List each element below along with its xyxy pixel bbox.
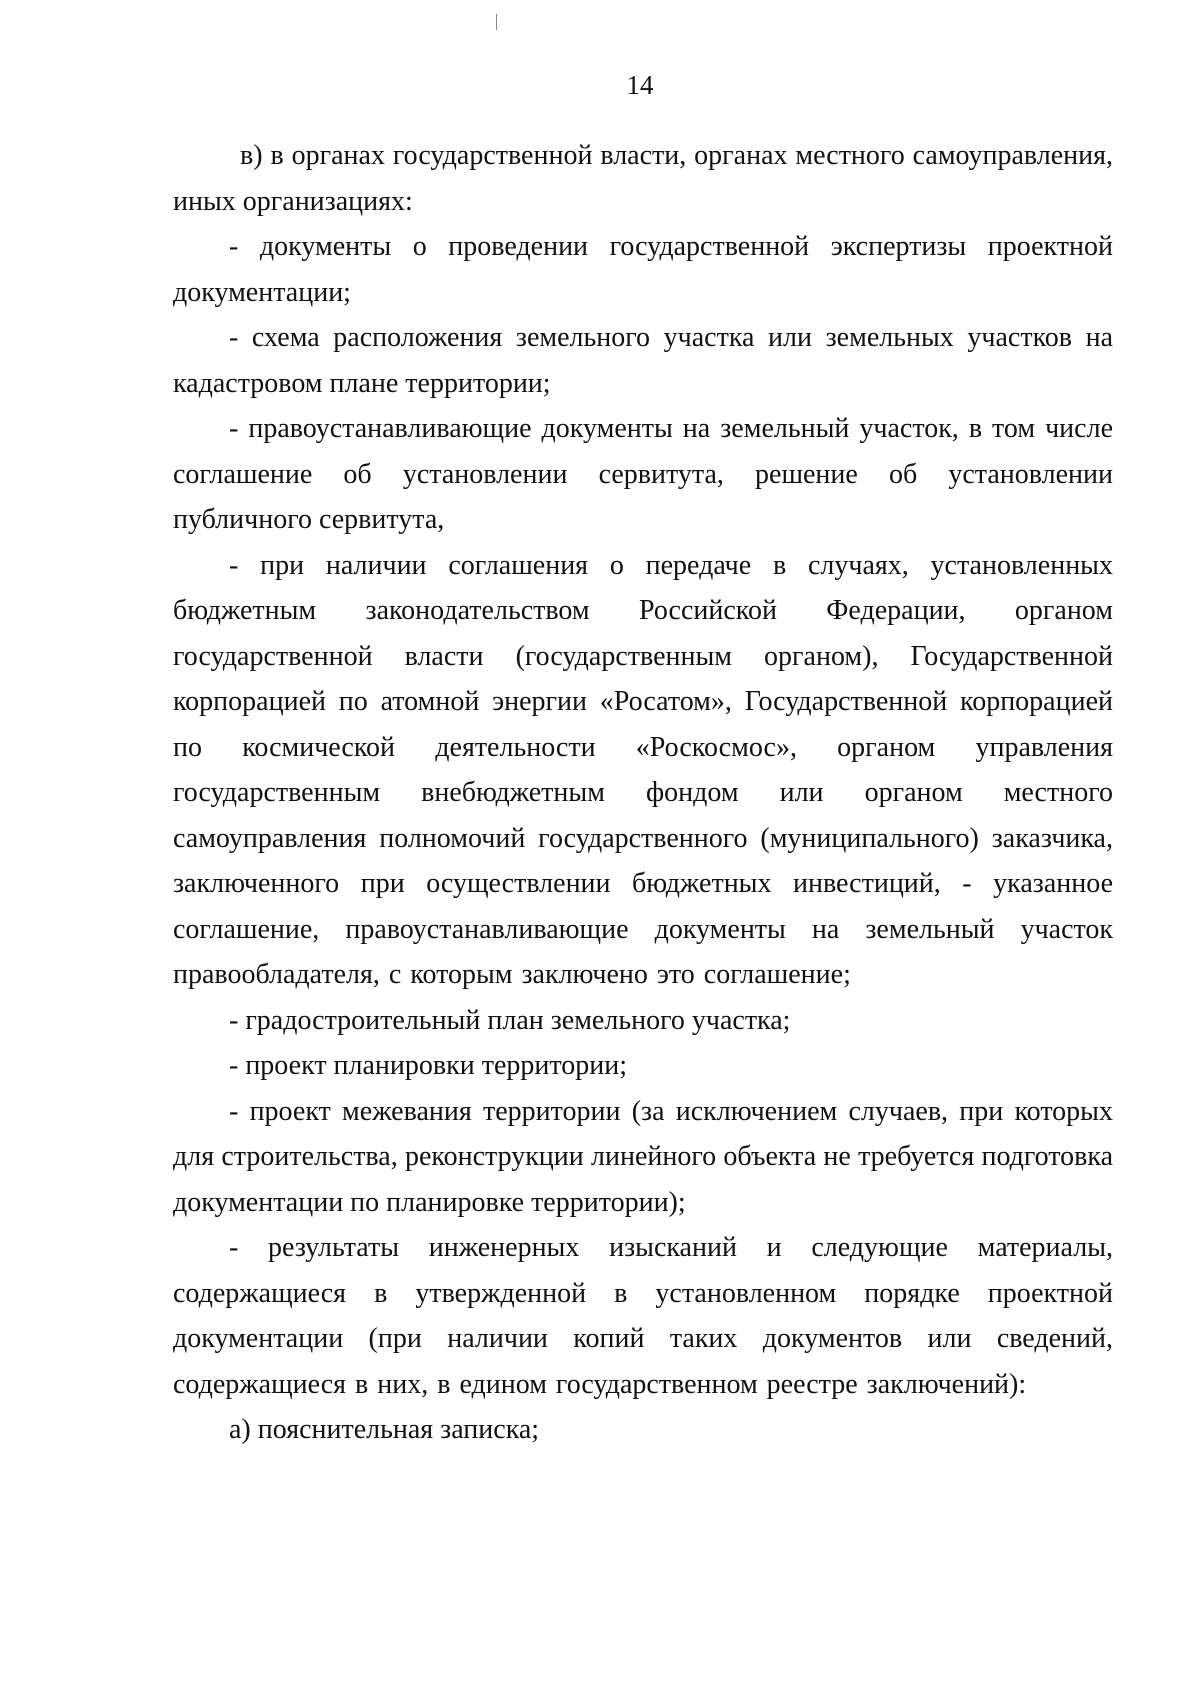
scan-artifact-mark [496,14,497,30]
paragraph-transfer-agreement: - при наличии соглашения о передаче в случаях, установленных бюджетным законодательством Российской Федерации, органом государственной власти (государственным органом), Государственной корпорацией по атомной энергии «Росатом», Государственной корпорацией по космической деятельности «Роскосмос», органом управления государственным внебюджетным фондом или органом местного самоуправления полномочий государственного (муниципального) заказчика, заключенного при осуществлении бюджетных инвестиций, - указанное соглашение, правоустанавливающие документы на земельный участок правообладателя, с которым заключено это соглашение; [173,549,1113,990]
paragraph-territory-planning-project: - проект планировки территории; [229,1050,627,1081]
paragraph-state-expertise-documents: - документы о проведении государственной экспертизы проектной документации; [173,231,1113,308]
paragraph-title-documents: - правоустанавливающие документы на земельный участок, в том числе соглашение об установлении сервитута, решение об установлении публичного сервитута, [173,413,1113,535]
paragraph-urban-planning-plan: - градостроительный план земельного участка; [229,1004,791,1036]
paragraph-engineering-survey-results: - результаты инженерных изысканий и следующие материалы, содержащиеся в утвержденной в установленном порядке проектной документации (при наличии копий таких документов или сведений, содержащиеся в них, в едином государственном реестре заключений): [173,1232,1113,1400]
page-number: 14 [626,70,654,100]
paragraph-explanatory-note: а) пояснительная записка; [229,1414,540,1445]
page-body [173,133,1113,1453]
paragraph-land-surveying-project: - проект межевания территории (за исключением случаев, при которых для строительства, реконструкции линейного объекта не требуется подготовка документации по планировке территории); [173,1095,1113,1218]
paragraph-land-plot-layout-scheme: - схема расположения земельного участка или земельных участков на кадастровом плане территории; [173,322,1113,399]
paragraph-in-government-bodies: в) в органах государственной власти, органах местного самоуправления, иных организациях: [173,140,1113,217]
